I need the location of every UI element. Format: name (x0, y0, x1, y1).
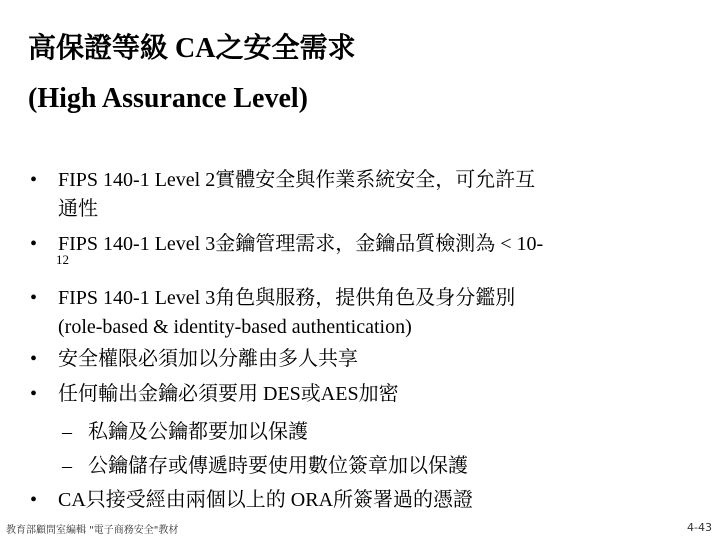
sub-item (62, 418, 308, 447)
slide-title: 高保證等級 CA之安全需求 (28, 33, 356, 64)
bullet-text: 任何輸出金鑰必須要用 DES或AES加密 (58, 383, 399, 405)
bullet-continuation: (role-based & identity-based authentication) (58, 316, 412, 338)
sub-item-text: 私鑰及公鑰都要加以保護 (88, 421, 308, 443)
sub-item-text: 公鑰儲存或傳遞時要使用數位簽章加以保護 (88, 455, 468, 477)
bullet-item (30, 284, 516, 313)
bullet-item (30, 380, 399, 409)
bullet-text: 安全權限必須加以分離由多人共享 (58, 348, 358, 370)
bullet-item (30, 230, 544, 259)
footer-source: 教育部顧問室編輯 "電子商務安全"教材 (6, 525, 179, 536)
bullet-glyph: • (30, 233, 38, 255)
bullet-item (30, 345, 358, 374)
bullet-glyph: • (30, 489, 38, 511)
page-number: 4-43 (687, 521, 712, 534)
bullet-text: FIPS 140-1 Level 2實體安全與作業系統安全，可允許互 (58, 169, 536, 191)
sub-item (62, 452, 468, 481)
slide-subtitle: (High Assurance Level) (28, 83, 308, 114)
bullet-text: CA只接受經由兩個以上的 ORA所簽署過的憑證 (58, 489, 474, 511)
bullet-glyph: • (30, 348, 38, 370)
bullet-glyph: • (30, 383, 38, 405)
bullet-continuation: 通性 (58, 198, 98, 220)
bullet-item (30, 486, 474, 515)
dash-glyph: – (62, 421, 72, 443)
dash-glyph: – (62, 455, 72, 477)
bullet-glyph: • (30, 169, 38, 191)
bullet-text: FIPS 140-1 Level 3角色與服務，提供角色及身分鑑別 (58, 287, 516, 309)
bullet-text: FIPS 140-1 Level 3金鑰管理需求，金鑰品質檢測為 < 10- (58, 233, 544, 255)
exponent-continuation: 12 (56, 252, 69, 267)
bullet-item (30, 166, 536, 195)
bullet-glyph: • (30, 287, 38, 309)
